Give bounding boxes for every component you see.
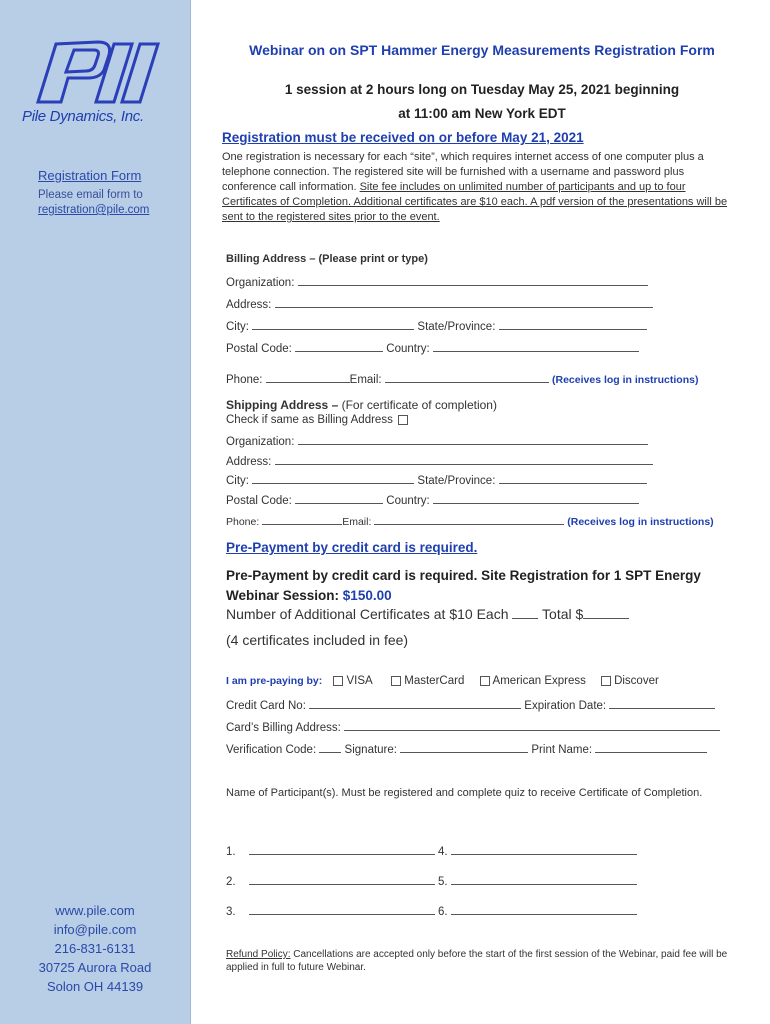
page-title: Webinar on on SPT Hammer Energy Measurements Registration Form	[249, 42, 715, 58]
same-as-billing-checkbox[interactable]	[398, 415, 408, 425]
shipping-same-label: Check if same as Billing Address	[226, 414, 393, 426]
billing-postal-label: Postal Code:	[226, 343, 292, 355]
shipping-email-field[interactable]	[374, 513, 564, 525]
card-billing-address-row	[226, 719, 720, 734]
print-name-field[interactable]	[595, 741, 707, 753]
payment-method-row	[226, 675, 659, 687]
discover-checkbox[interactable]	[601, 676, 611, 686]
card-billing-address-field[interactable]	[344, 719, 720, 731]
mastercard-label: MasterCard	[404, 675, 465, 687]
participant-field-3[interactable]	[249, 903, 435, 915]
additional-total-label: Total $	[542, 606, 584, 622]
logo-text: Pile Dynamics, Inc.	[22, 108, 144, 125]
billing-email-field[interactable]	[385, 371, 549, 383]
shipping-same-row	[226, 414, 411, 426]
shipping-organization-field[interactable]	[298, 433, 648, 445]
mastercard-checkbox[interactable]	[391, 676, 401, 686]
additional-certificates-field[interactable]	[512, 607, 538, 619]
intro-paragraph	[222, 150, 738, 225]
certificates-included-note: (4 certificates included in fee)	[226, 632, 409, 648]
billing-city-row	[226, 318, 647, 333]
billing-country-label: Country:	[386, 343, 430, 355]
expiration-label: Expiration Date:	[524, 700, 607, 712]
card-billing-address-label: Card’s Billing Address:	[226, 722, 341, 734]
prepayment-text: Pre-Payment by credit card is required. Site Registration for 1 SPT Energy Webinar Session:	[226, 568, 701, 603]
shipping-heading: Shipping Address –	[226, 398, 339, 412]
card-number-row	[226, 697, 715, 712]
participant-field-5[interactable]	[451, 873, 637, 885]
paying-by-label: I am pre-paying by:	[226, 675, 323, 687]
shipping-postal-row	[226, 492, 639, 507]
shipping-heading-row	[226, 398, 497, 412]
billing-state-field[interactable]	[499, 318, 647, 330]
billing-state-label: State/Province:	[417, 321, 496, 333]
street-address: 30725 Aurora Road	[38, 960, 152, 975]
participant-row-1	[226, 843, 637, 858]
billing-postal-field[interactable]	[295, 340, 383, 352]
shipping-state-label: State/Province:	[417, 475, 496, 487]
shipping-address-row	[226, 453, 653, 468]
discover-label: Discover	[614, 675, 659, 687]
billing-email-label: Email:	[349, 374, 382, 386]
participant-field-2[interactable]	[249, 873, 435, 885]
website-link[interactable]: www.pile.com	[55, 903, 135, 918]
visa-label: VISA	[346, 675, 373, 687]
shipping-country-label: Country:	[386, 495, 430, 507]
participant-field-6[interactable]	[451, 903, 637, 915]
verification-field[interactable]	[319, 741, 341, 753]
registration-deadline: Registration must be received on or before May 21, 2021	[222, 130, 584, 145]
sidebar-note-text: Please email form to	[38, 189, 143, 201]
amex-checkbox[interactable]	[480, 676, 490, 686]
verification-label: Verification Code:	[226, 744, 317, 756]
phone-number: 216-831-6131	[54, 941, 136, 956]
city-address: Solon OH 44139	[46, 979, 144, 994]
shipping-postal-label: Postal Code:	[226, 495, 292, 507]
refund-policy-text: Cancellations are accepted only before the start of the first session of the Webinar, paid fee will be applied in full to future Webinar.	[226, 949, 728, 973]
participant-number-3: 3.	[226, 906, 236, 918]
billing-receives-note: (Receives log in instructions)	[552, 374, 699, 386]
print-name-label: Print Name:	[531, 744, 593, 756]
shipping-phone-label: Phone:	[226, 516, 260, 528]
shipping-city-field[interactable]	[252, 472, 414, 484]
billing-postal-row	[226, 340, 639, 355]
shipping-phone-row	[226, 513, 714, 528]
participant-row-3	[226, 903, 637, 918]
refund-policy-label: Refund Policy:	[226, 949, 291, 960]
shipping-organization-label: Organization:	[226, 436, 295, 448]
participant-number-1: 1.	[226, 846, 236, 858]
participant-field-4[interactable]	[451, 843, 637, 855]
shipping-organization-row	[226, 433, 648, 448]
billing-phone-label: Phone:	[226, 374, 263, 386]
billing-organization-row	[226, 274, 648, 289]
verification-row	[226, 741, 707, 756]
intro-underlined: Site fee includes on unlimited number of participants and up to four Certificates of Completion. Additional certificates are $10 each. A pdf version of the presentations will be sent to the registered sites prior to the event.	[222, 181, 728, 223]
contact-block	[0, 901, 190, 996]
participant-number-6: 6.	[438, 906, 448, 918]
prepayment-body	[226, 566, 726, 606]
participant-row-2	[226, 873, 637, 888]
shipping-address-field[interactable]	[275, 453, 653, 465]
billing-heading: Billing Address – (Please print or type)	[226, 253, 428, 265]
visa-checkbox[interactable]	[333, 676, 343, 686]
billing-address-label: Address:	[226, 299, 272, 311]
additional-certificates-label: Number of Additional Certificates at $10 Each	[226, 606, 509, 622]
additional-total-field[interactable]	[583, 607, 629, 619]
pdi-logo-icon	[28, 36, 168, 106]
expiration-field[interactable]	[609, 697, 715, 709]
shipping-email-label: Email:	[342, 516, 372, 528]
signature-label: Signature:	[344, 744, 397, 756]
shipping-city-row	[226, 472, 647, 487]
participants-note: Name of Participant(s). Must be registered and complete quiz to receive Certificate of Completion.	[226, 787, 703, 799]
signature-field[interactable]	[400, 741, 528, 753]
shipping-postal-field[interactable]	[295, 492, 383, 504]
billing-address-row	[226, 296, 653, 311]
shipping-city-label: City:	[226, 475, 249, 487]
shipping-address-label: Address:	[226, 456, 272, 468]
prepayment-amount: $150.00	[342, 588, 392, 603]
card-number-label: Credit Card No:	[226, 700, 306, 712]
session-line-2: at 11:00 am New York EDT	[398, 106, 566, 121]
intro-plain: One registration is necessary for each “site”, which requires internet access of one computer plus a telephone connection. The registered site will be furnished with a username and password plus conference call information.	[222, 151, 704, 193]
sidebar-title: Registration Form	[38, 168, 142, 183]
shipping-receives-note: (Receives log in instructions)	[567, 516, 714, 528]
prepayment-heading: Pre-Payment by credit card is required.	[226, 540, 478, 555]
billing-address-field[interactable]	[275, 296, 653, 308]
billing-city-field[interactable]	[252, 318, 414, 330]
additional-certificates-row	[226, 606, 629, 622]
participant-number-4: 4.	[438, 846, 448, 858]
shipping-phone-field[interactable]	[262, 513, 342, 525]
billing-organization-field[interactable]	[298, 274, 648, 286]
sidebar	[0, 0, 191, 1024]
shipping-state-field[interactable]	[499, 472, 647, 484]
info-email-link[interactable]: info@pile.com	[53, 922, 137, 937]
billing-country-field[interactable]	[433, 340, 639, 352]
card-number-field[interactable]	[309, 697, 521, 709]
participant-number-5: 5.	[438, 876, 448, 888]
billing-city-label: City:	[226, 321, 249, 333]
billing-phone-row	[226, 371, 698, 386]
billing-organization-label: Organization:	[226, 277, 295, 289]
participant-field-1[interactable]	[249, 843, 435, 855]
session-line-1: 1 session at 2 hours long on Tuesday May 25, 2021 beginning	[284, 82, 680, 97]
participant-number-2: 2.	[226, 876, 236, 888]
amex-label: American Express	[492, 675, 586, 687]
refund-policy	[226, 948, 741, 974]
sidebar-note	[38, 188, 149, 218]
shipping-heading-note: (For certificate of completion)	[341, 398, 497, 412]
registration-email-link[interactable]: registration@pile.com	[38, 204, 150, 216]
billing-phone-field[interactable]	[266, 371, 350, 383]
shipping-country-field[interactable]	[433, 492, 639, 504]
